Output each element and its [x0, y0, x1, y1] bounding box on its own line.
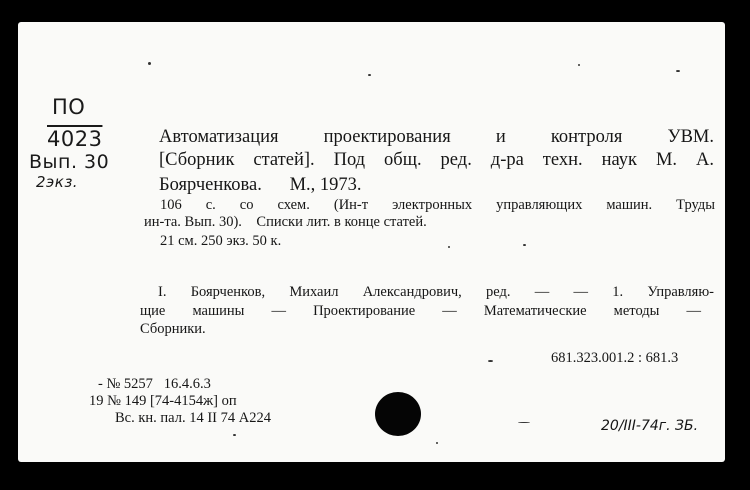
shelfmark-line-4: 2экз. [36, 173, 79, 191]
speck [233, 434, 236, 436]
registration-line-3: Вс. кн. пал. 14 II 74 А224 [115, 410, 271, 426]
physical-line-1: 106 с. со схем. (Ин-т электронных управляющих машин. Труды [160, 197, 715, 213]
punched-hole [375, 392, 421, 436]
shelfmark-line-2: 4023 [47, 127, 103, 151]
speck [448, 246, 450, 248]
catalog-card [18, 22, 725, 462]
speck [676, 70, 680, 72]
title-line-3: Боярченкова. М., 1973. [159, 175, 362, 195]
tracing-line-1: I. Боярченков, Михаил Александрович, ред. — — 1. Управляю- [158, 284, 714, 300]
tracing-line-2: щие машины — Проектирование — Математические методы — [140, 303, 701, 319]
speck [368, 74, 371, 76]
registration-line-2: 19 № 149 [74-4154ж] оп [89, 393, 237, 409]
speck [523, 244, 526, 246]
speck [488, 360, 493, 362]
classification-number: 681.323.001.2 : 681.3 [551, 350, 679, 366]
title-line-2: [Сборник статей]. Под общ. ред. д-ра техн. наук М. А. [159, 150, 714, 170]
physical-line-2: ин-та. Вып. 30). Списки лит. в конце статей. [144, 214, 427, 230]
speck [518, 422, 530, 423]
shelfmark-line-1: ПО [52, 95, 86, 119]
shelfmark-line-3: Вып. 30 [29, 151, 110, 173]
tracing-line-3: Сборники. [140, 321, 206, 337]
speck [148, 62, 151, 65]
speck [578, 64, 580, 66]
speck [436, 442, 438, 444]
title-line-1: Автоматизация проектирования и контроля УВМ. [159, 127, 714, 147]
physical-line-3: 21 см. 250 экз. 50 к. [160, 233, 282, 249]
handwritten-date-note: 20/III-74г. ЗБ. [601, 418, 699, 434]
registration-line-1: - № 5257 16.4.6.3 [98, 376, 211, 392]
